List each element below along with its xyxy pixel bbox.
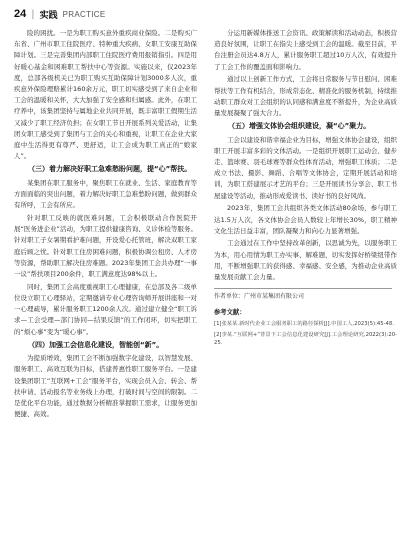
paragraph: 险的困扰。一是为职工购买意外重疾商业保险。二是购买广东省、广州市职工住院医疗、特种重大疾病、女职工安康互助保障计划。三是完善集团内部职工住院医疗费用报销指引。四是用好暖心基金和困难职工帮扶中心等资源。实施以来，仅2023年度，总部各级机关已为职工购买互助保障计划3000多人次，重疾意外保险理赔累计160余万元，职工切实感受到了来自企业和工会的温暖和关怀，大大加强了安全感和归属感。此外，在职工疗养中，该集团坚持与属地企业共同开展，既丰富职工假期生活又减少了职工经济负担；在女职工节日开展系列关爱活动，让集团女职工感受到了集团与工会的关心和重视，让职工在企业大家庭中生活得更有尊严、更舒适，让工会成为职工真正的“娘家人”。 [14, 29, 197, 161]
paragraph: 2023年，集团工会共组织各类文体活动80余场，参与职工达1.5万人次，各文体协会会员人数较上年增长30%，职工精神文化生活日益丰富，团队凝聚力和向心力显著增强。 [214, 204, 397, 235]
paragraph: 通过以上创新工作方式，工会将日常服务与节日慰问、困难帮扶等工作有机结合，形成常态化、精准化的服务机制，持续推动职工群众对工会组织的认同感和满意度不断提升，为企业高质量发展凝聚了强大合力。 [214, 75, 397, 117]
right-column [214, 28, 397, 548]
subheading: （三）着力解决好职工急难愁盼问题，提“心”帮扶。 [28, 165, 192, 174]
left-column [14, 28, 197, 548]
paragraph: 工会以建设和谐幸福企业为目标，增强文体协会建设，组织职工开展丰富多彩的文体活动。一是组织开展职工运动会、健步走、篮球赛、羽毛球赛等群众性体育活动，增强职工体质；二是成立书法、摄影、舞蹈、合唱等文体协会，定期开展活动和培训，为职工搭建展示才艺的平台；三是开展读书分享会、职工书屋建设等活动，推动形成爱读书、读好书的良好风尚。 [214, 135, 397, 200]
author-affiliation: 作者单位：广州市某集团有限公司 [214, 293, 305, 301]
section-title-en: PRACTICE [62, 9, 106, 19]
header-separator: | [31, 8, 35, 20]
subheading: （五）增强文体协会组织建设，凝“心”聚力。 [228, 122, 371, 131]
subheading: （四）加强工会信息化建设，智能创“新”。 [28, 340, 164, 349]
paragraph: 针对职工反映的就医难问题，工会积极联动合作医院开展“医务进企业”活动，为职工提供健康咨询、义诊体检等服务。针对职工子女暑期看护难问题，开设爱心托管班，解决双职工家庭后顾之忧。针对职工住房困难问题，积极协调公租房、人才房等资源，帮助职工解决住房难题。2023年集团工会共办理“一事一议”帮扶项目200余件，职工满意度达98%以上。 [14, 214, 197, 279]
reference-item: [2]李某.“互联网+”背景下工会信息化建设研究[J].工会理论研究,2022(3):20-25. [214, 332, 397, 347]
paragraph: 同时，集团工会高度重视职工心理健康，在总部及各二级单位设立职工心理驿站，定期邀请专业心理咨询师开展讲座和一对一心理疏导，累计服务职工1200余人次。通过建立健全“职工诉求—工会受理—部门协同—结果反馈”的工作闭环，切实把职工的“烦心事”变为“暖心事”。 [14, 282, 197, 336]
divider [214, 288, 392, 289]
section-title: 实践 [39, 10, 58, 21]
references-title: 参考文献： [214, 309, 246, 317]
paragraph: 某集团在职工服务中，聚焦职工在就业、生活、家庭教育等方面面临的突出问题，着力解决好职工急难愁盼问题，做到群众有所呼，工会有所应。 [14, 178, 197, 210]
page-number: 24 [14, 8, 27, 20]
paragraph: 工会通过在工作中坚持改革创新，以思诚为先，以服务职工为本，用心用情为职工办实事、解难题，切实发挥好桥梁纽带作用，不断增强职工的获得感、幸福感、安全感，为推动企业高质量发展贡献工会力量。 [214, 239, 397, 282]
page-header [14, 6, 106, 22]
reference-item: [1]张某某.新时代企业工会服务职工的路径探析[J].中国工人,2023(5):45-48. [214, 321, 394, 328]
paragraph: 分运用新媒体推送工会资讯、政策解读和活动动态，积极营造良好氛围，让职工在指尖上感受到工会的温暖。截至目前，平台注册会员达4.8万人，累计服务职工超过10万人次，有效提升了工会工作的覆盖面和影响力。 [214, 29, 397, 71]
paragraph: 为提质增效，集团工会不断加强数字化建设，以智慧发展、服务职工、高效互联为目标，搭建普惠性职工服务平台。一是建设集团职工“互联网+工会”服务平台，实现会员入会、转会、帮扶申请、活动报名等业务线上办理，打破时间与空间的限制。二是优化平台功能，通过数据分析精准掌握职工需求，让服务更加便捷、高效。 [14, 354, 197, 419]
